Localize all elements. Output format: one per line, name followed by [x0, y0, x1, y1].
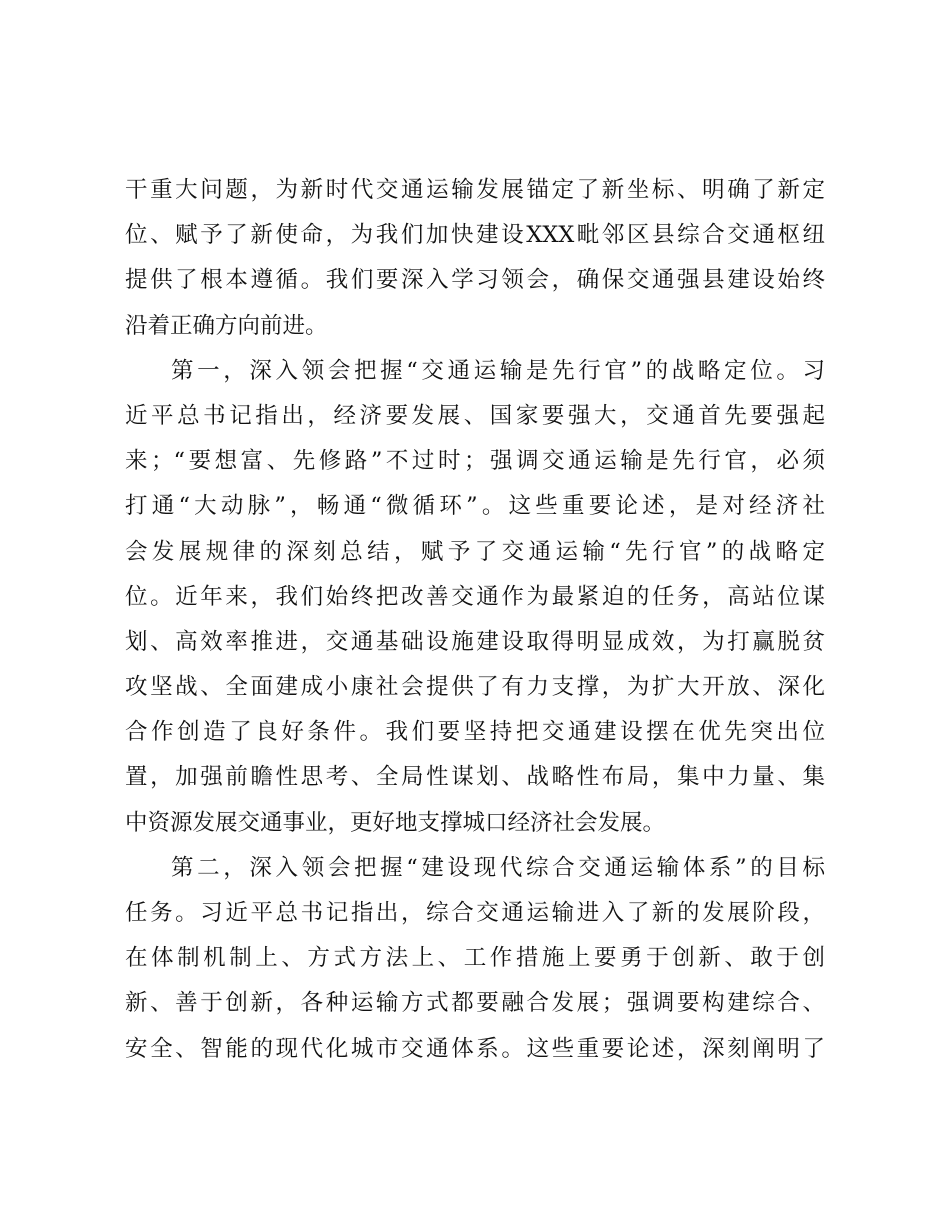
text-line: 划、高效率推进，交通基础设施建设取得明显成效，为打赢脱贫 — [125, 628, 825, 655]
text-line: 第二，深入领会把握“建设现代综合交通运输体系”的目标 — [171, 854, 825, 881]
text-line: 提供了根本遵循。我们要深入学习领会，确保交通强县建设始终 — [125, 267, 825, 294]
text-line: 合作创造了良好条件。我们要坚持把交通建设摆在优先突出位 — [125, 719, 825, 746]
text-line: 新、善于创新，各种运输方式都要融合发展；强调要构建综合、 — [125, 990, 825, 1017]
text-line: 在体制机制上、方式方法上、工作措施上要勇于创新、敢于创 — [125, 945, 825, 972]
paragraph-3 — [125, 846, 825, 1072]
document-body — [125, 168, 825, 1072]
text-line: 位。近年来，我们始终把改善交通作为最紧迫的任务，高站位谋 — [125, 583, 825, 610]
paragraph-2 — [125, 349, 825, 846]
text-line: 打通“大动脉”，畅通“微循环”。这些重要论述，是对经济社 — [125, 493, 825, 520]
text-line: 位、赋予了新使命，为我们加快建设XXX毗邻区县综合交通枢纽 — [125, 222, 825, 249]
text-line: 任务。习近平总书记指出，综合交通运输进入了新的发展阶段， — [125, 900, 825, 926]
text-line: 干重大问题，为新时代交通运输发展锚定了新坐标、明确了新定 — [125, 177, 825, 203]
text-line: 来；“要想富、先修路”不过时；强调交通运输是先行官，必须 — [125, 448, 825, 475]
text-line: 攻坚战、全面建成小康社会提供了有力支撑，为扩大开放、深化 — [125, 674, 825, 701]
text-line: 第一，深入领会把握“交通运输是先行官”的战略定位。习 — [171, 357, 825, 384]
text-line: 会发展规律的深刻总结，赋予了交通运输“先行官”的战略定 — [125, 538, 825, 565]
text-line: 中资源发展交通事业，更好地支撑城口经济社会发展。 — [125, 809, 666, 836]
text-line: 近平总书记指出，经济要发展、国家要强大，交通首先要强起 — [125, 402, 825, 429]
text-line: 沿着正确方向前进。 — [125, 312, 328, 339]
text-line: 置，加强前瞻性思考、全局性谋划、战略性布局，集中力量、集 — [125, 764, 825, 791]
text-line: 安全、智能的现代化城市交通体系。这些重要论述，深刻阐明了 — [125, 1035, 825, 1062]
paragraph-1 — [125, 168, 825, 349]
